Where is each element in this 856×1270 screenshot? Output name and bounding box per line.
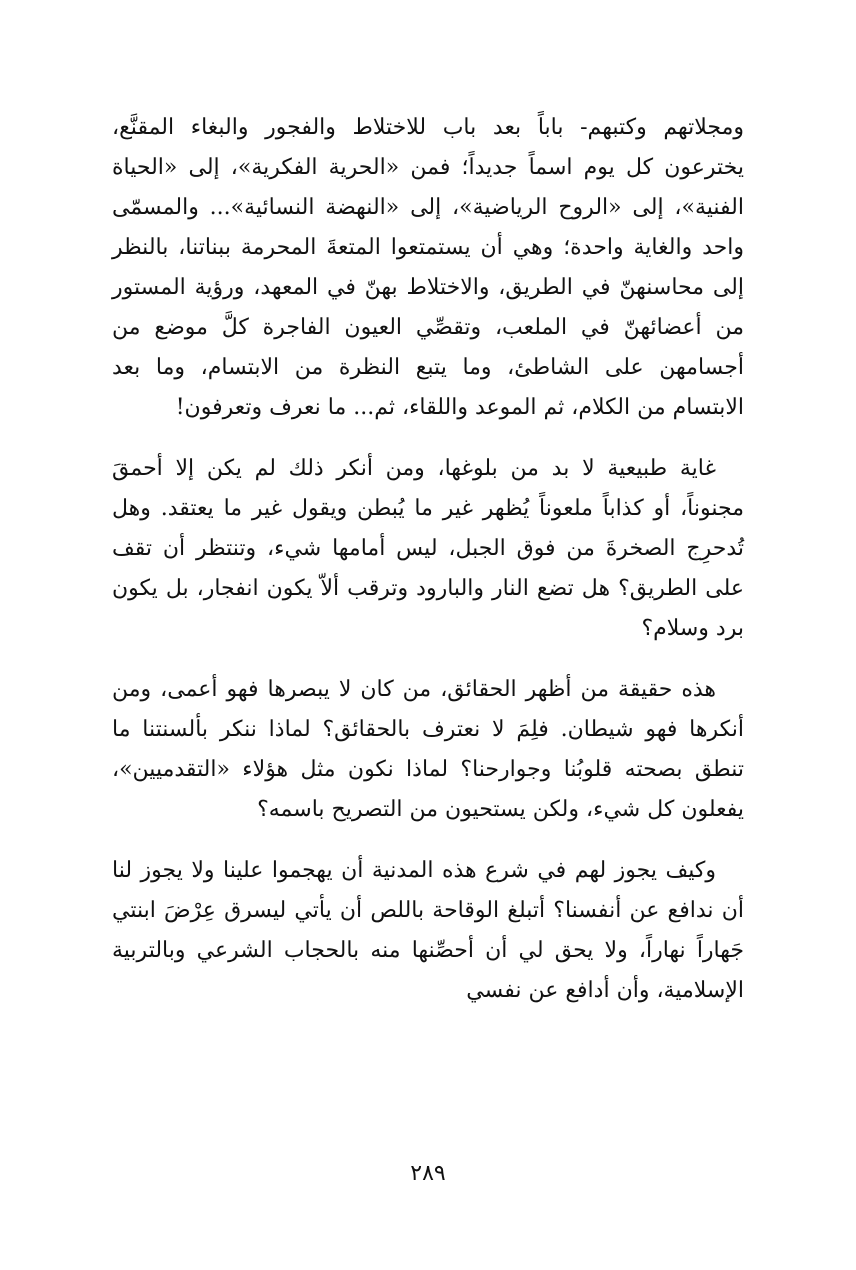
page-number: ٢٨٩ <box>410 1161 446 1186</box>
paragraph-2: غاية طبيعية لا بد من بلوغها، ومن أنكر ذلك لم يكن إلا أحمقَ مجنوناً، أو كذاباً ملعوناً يُظهر غير ما يُبطن ويقول غير ما يعتقد. وهل تُدحرِج الصخرةَ من فوق الجبل، ليس أمامها شيء، وتنتظر أن تقف على الطريق؟ هل تضع النار والبارود وترقب ألاّ يكون انفجار، بل يكون برد وسلام؟ <box>112 456 744 641</box>
page-body <box>112 108 744 1032</box>
paragraph-1: ومجلاتهم وكتبهم- باباً بعد باب للاختلاط والفجور والبغاء المقنَّع، يخترعون كل يوم اسماً جديداً؛ فمن «الحرية الفكرية»، إلى «الحياة الفنية»، إلى «الروح الرياضية»، إلى «النهضة النسائية»... والمسمّى واحد والغاية واحدة؛ وهي أن يستمتعوا المتعةَ المحرمة ببناتنا، بالنظر إلى محاسنهنّ في الطريق، والاختلاط بهنّ في المعهد، ورؤية المستور من أعضائهنّ في الملعب، وتقصِّي العيون الفاجرة كلَّ موضع من أجسامهن على الشاطئ، وما يتبع النظرة من الابتسام، وما بعد الابتسام من الكلام، ثم الموعد واللقاء، ثم... ما نعرف وتعرفون! <box>112 115 744 420</box>
paragraph-3: هذه حقيقة من أظهر الحقائق، من كان لا يبصرها فهو أعمى، ومن أنكرها فهو شيطان. فلِمَ لا نعترف بالحقائق؟ لماذا ننكر بألسنتنا ما تنطق بصحته قلوبُنا وجوارحنا؟ لماذا نكون مثل هؤلاء «التقدميين»، يفعلون كل شيء، ولكن يستحيون من التصريح باسمه؟ <box>112 677 744 822</box>
paragraph-4: وكيف يجوز لهم في شرع هذه المدنية أن يهجموا علينا ولا يجوز لنا أن ندافع عن أنفسنا؟ أتبلغ الوقاحة باللص أن يأتي ليسرق عِرْضَ ابنتي جَهاراً نهاراً، ولا يحق لي أن أحصِّنها منه بالحجاب الشرعي وبالتربية الإسلامية، وأن أدافع عن نفسي <box>112 858 744 1003</box>
